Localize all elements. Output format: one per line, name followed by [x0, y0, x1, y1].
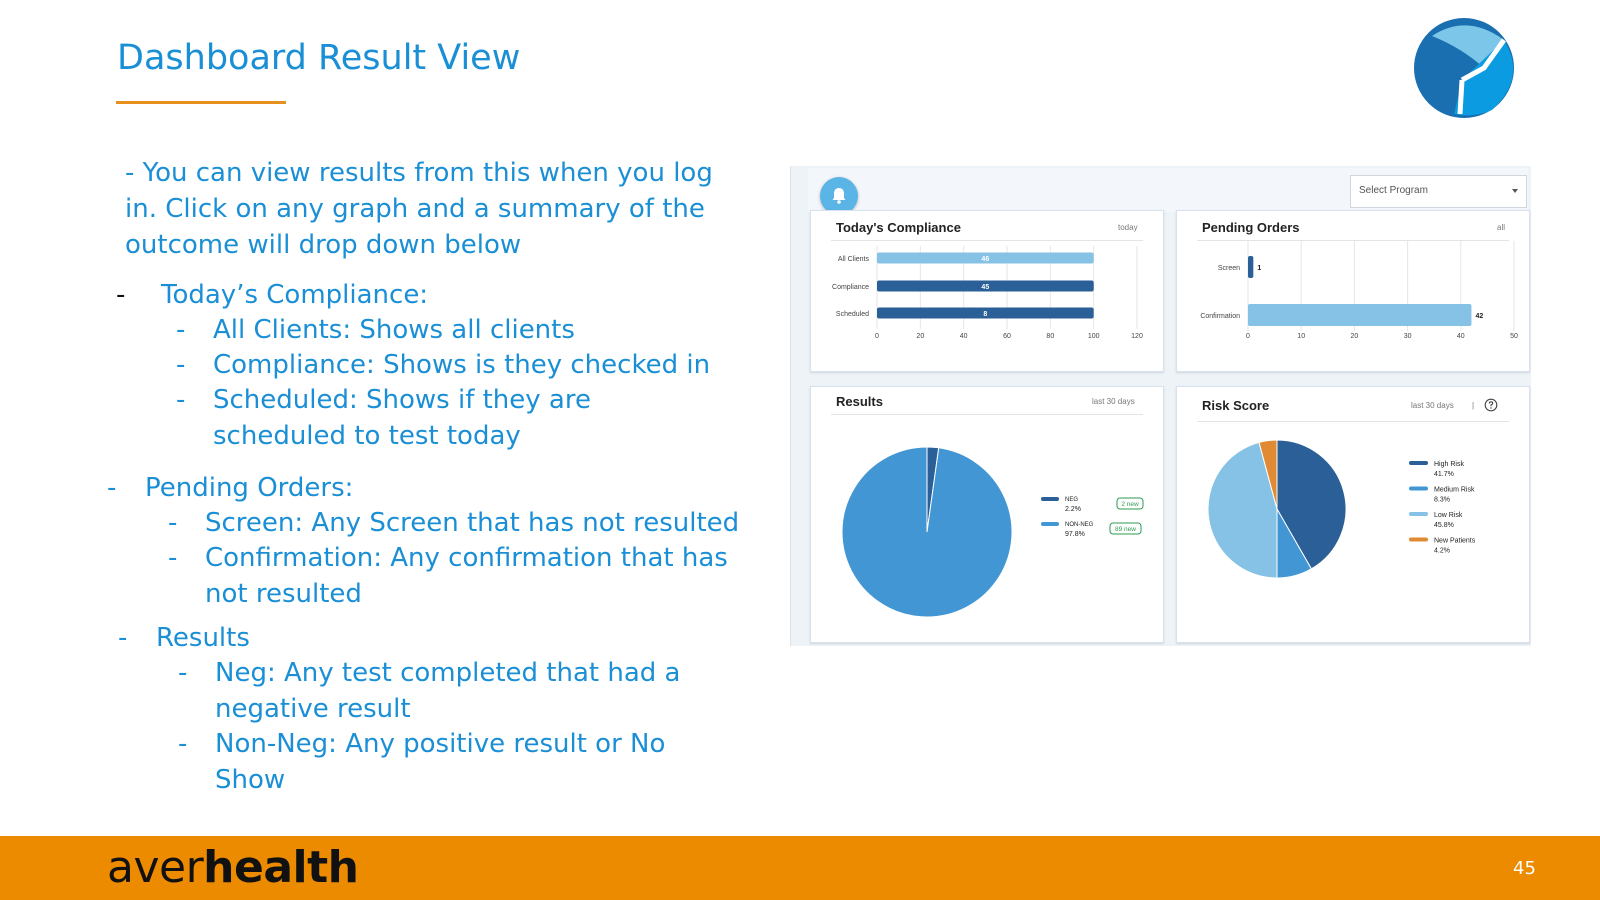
bullet-dash: - — [168, 543, 178, 573]
legend-swatch — [1041, 497, 1059, 501]
legend-value: 8.3% — [1434, 496, 1450, 504]
bar-value-label: 1 — [1257, 265, 1262, 272]
bullet-screen: Screen: Any Screen that has not resulted — [205, 508, 740, 538]
results-pie-chart[interactable] — [811, 415, 1161, 640]
intro-text: - You can view results from this when you log in. Click on any graph and a summary of the outcome will drop down below — [125, 158, 713, 260]
x-tick-label: 30 — [1403, 333, 1412, 340]
legend-label: High Risk — [1434, 461, 1464, 468]
legend-swatch — [1409, 512, 1428, 516]
bullet-scheduled: Scheduled: Shows if they are scheduled to test today — [213, 385, 591, 451]
bullet-dash: - — [178, 729, 188, 759]
pending-bar-chart[interactable] — [1177, 241, 1527, 371]
bar-value-label: 42 — [1475, 313, 1484, 320]
title-underline — [116, 101, 286, 104]
pending-orders-card[interactable] — [1176, 210, 1530, 372]
select-program-label: Select Program — [1359, 185, 1428, 196]
bullet-neg: Neg: Any test completed that had a negative result — [215, 658, 681, 724]
bullet-pending-orders: Pending Orders: — [145, 473, 354, 503]
legend-label: NON-NEG — [1065, 522, 1094, 528]
x-tick-label: 20 — [1350, 333, 1359, 340]
bullet-results: Results — [156, 623, 250, 653]
category-label: Scheduled — [835, 311, 869, 318]
legend-value: 45.8% — [1434, 522, 1454, 529]
brand-light: aver — [107, 842, 204, 893]
x-tick-label: 0 — [875, 333, 879, 340]
bullet-dash: - — [107, 473, 117, 503]
bullet-all-clients: All Clients: Shows all clients — [213, 315, 575, 345]
bullet-dash: - — [176, 315, 186, 345]
card-title: Today's Compliance — [836, 220, 961, 235]
caret-down-icon — [1512, 189, 1518, 193]
category-label: All Clients — [837, 256, 869, 263]
legend-label: Medium Risk — [1434, 486, 1475, 494]
compliance-bar-chart[interactable] — [811, 241, 1161, 371]
bullet-todays-compliance: Today’s Compliance: — [161, 280, 429, 310]
compliance-card[interactable] — [810, 210, 1164, 372]
pie-slice — [842, 447, 1012, 617]
bullet-non-neg: Non-Neg: Any positive result or No Show — [215, 729, 666, 795]
bar — [1248, 304, 1471, 326]
page-number: 45 — [1513, 858, 1536, 879]
legend-swatch — [1409, 538, 1428, 542]
x-tick-label: 50 — [1510, 333, 1518, 340]
x-tick-label: 40 — [959, 333, 968, 340]
bullet-confirmation: Confirmation: Any confirmation that has not resulted — [205, 543, 728, 609]
x-tick-label: 0 — [1246, 333, 1250, 340]
bullet-dash: - — [118, 623, 128, 653]
legend-label: Low Risk — [1434, 512, 1463, 519]
card-divider — [1197, 421, 1509, 422]
card-range: all — [1497, 223, 1506, 232]
bullet-compliance: Compliance: Shows is they checked in — [213, 350, 711, 380]
card-title: Risk Score — [1202, 398, 1270, 413]
category-label: Confirmation — [1200, 313, 1240, 320]
legend-value: 2.2% — [1065, 506, 1081, 513]
card-range: last 30 days — [1411, 401, 1454, 410]
select-program-dropdown[interactable] — [1350, 175, 1527, 208]
x-tick-label: 80 — [1046, 333, 1055, 340]
legend-value: 41.7% — [1434, 471, 1454, 478]
legend-value: 4.2% — [1434, 547, 1450, 555]
bullet-dash: - — [176, 385, 186, 415]
bar — [1248, 256, 1253, 278]
x-tick-label: 120 — [1131, 333, 1143, 340]
brand-wordmark — [107, 842, 358, 893]
legend-swatch — [1041, 522, 1059, 526]
new-badge-label: 2 new — [1121, 501, 1139, 508]
legend-value: 97.8% — [1065, 531, 1085, 538]
new-badge-label: 89 new — [1115, 526, 1136, 533]
risk-score-card[interactable] — [1176, 386, 1530, 643]
bar-value-label: 46 — [981, 256, 990, 263]
x-tick-label: 40 — [1456, 333, 1465, 340]
card-range: today — [1118, 223, 1138, 232]
bullet-dash: - — [168, 508, 178, 538]
x-tick-label: 10 — [1297, 333, 1306, 340]
x-tick-label: 100 — [1087, 333, 1100, 340]
legend-label: New Patients — [1434, 537, 1476, 545]
bullet-dash: - — [116, 280, 126, 310]
bullet-dash: - — [176, 350, 186, 380]
legend-swatch — [1409, 487, 1428, 491]
card-range: last 30 days — [1092, 397, 1135, 406]
category-label: Screen — [1217, 265, 1240, 272]
x-tick-label: 20 — [916, 333, 925, 340]
bar-value-label: 45 — [981, 284, 990, 291]
brand-bold: health — [203, 842, 359, 893]
x-tick-label: 60 — [1003, 333, 1011, 340]
bar-value-label: 8 — [983, 311, 988, 318]
legend-swatch — [1409, 461, 1428, 465]
card-range-divider: | — [1472, 401, 1475, 410]
card-title: Pending Orders — [1202, 220, 1300, 235]
results-card[interactable] — [810, 386, 1164, 643]
category-label: Compliance — [832, 284, 869, 291]
slide-title: Dashboard Result View — [117, 38, 521, 78]
card-title: Results — [836, 394, 883, 409]
averhealth-logo — [1412, 18, 1522, 118]
question-circle-icon[interactable] — [1484, 398, 1498, 412]
legend-label: NEG — [1065, 497, 1079, 503]
risk-pie-chart[interactable] — [1177, 423, 1527, 638]
bullet-dash: - — [178, 658, 188, 688]
